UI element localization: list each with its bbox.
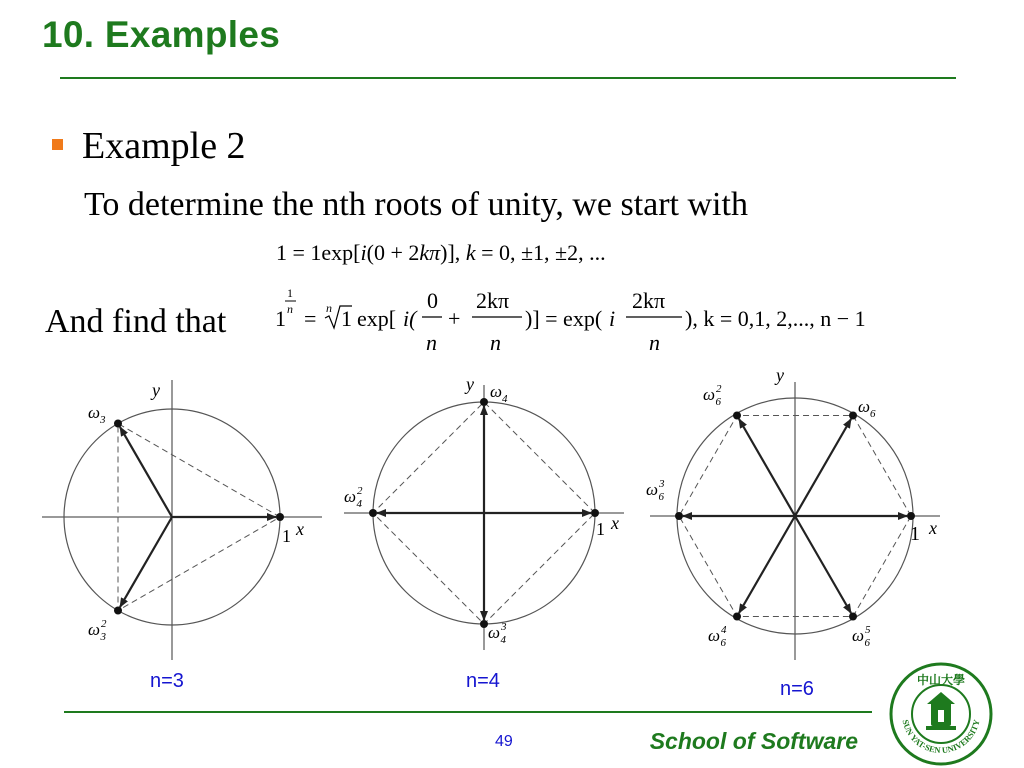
svg-text:SUN YAT-SEN UNIVERSITY: SUN YAT-SEN UNIVERSITY <box>900 718 982 756</box>
svg-text:2kπ: 2kπ <box>632 288 666 313</box>
root-label: $\omega^2$ 6 <box>703 383 722 408</box>
svg-text:1: 1 <box>282 526 291 546</box>
intro-text: To determine the nth roots of unity, we start with <box>84 186 748 223</box>
root-label: $\omega^2$ 4 <box>344 485 363 510</box>
svg-text:2kπ: 2kπ <box>476 288 510 313</box>
svg-text:1: 1 <box>596 519 605 539</box>
bullet-marker <box>52 139 63 150</box>
svg-text:x: x <box>611 513 619 533</box>
root-point <box>733 412 741 420</box>
root-vector <box>120 427 172 517</box>
root-vector <box>120 517 172 607</box>
root-label: $\omega^4$ 6 <box>708 624 727 649</box>
root-point <box>480 398 488 406</box>
equation-unity: 1 = 1exp[i(0 + 2kπ)], k = 0, ±1, ±2, ... <box>276 240 606 265</box>
caption-n6: n=6 <box>780 678 814 700</box>
root-point <box>114 607 122 615</box>
equation-nth-roots <box>272 282 902 358</box>
root-vector <box>795 516 851 613</box>
svg-text:=: = <box>304 306 317 331</box>
root-label: $\omega^3$ 6 <box>646 478 665 503</box>
root-point <box>733 613 741 621</box>
svg-text:1: 1 <box>341 306 352 331</box>
svg-text:0: 0 <box>427 288 438 313</box>
root-point <box>276 513 284 521</box>
root-label: $\omega_4$ <box>490 382 508 405</box>
caption-n4: n=4 <box>466 670 500 692</box>
roots-diagram-n4 <box>330 370 640 670</box>
root-label: $\omega^2$ 3 <box>88 618 107 643</box>
svg-text:n: n <box>490 330 501 355</box>
root-point <box>591 509 599 517</box>
svg-text:1: 1 <box>275 306 286 331</box>
title-divider <box>60 77 956 79</box>
svg-text:)] = exp(: )] = exp( <box>525 306 603 331</box>
svg-text:x: x <box>296 519 304 539</box>
svg-text:i(: i( <box>403 306 417 331</box>
root-point <box>849 613 857 621</box>
svg-text:n: n <box>649 330 660 355</box>
svg-text:中山大學: 中山大學 <box>916 673 966 687</box>
footer-divider <box>64 711 872 713</box>
svg-text:y: y <box>776 365 784 385</box>
root-point <box>907 512 915 520</box>
svg-text:i: i <box>609 306 616 331</box>
university-logo <box>886 662 996 766</box>
svg-text:y: y <box>152 380 160 400</box>
slide-title: 10. Examples <box>42 14 281 55</box>
roots-diagram-n3 <box>30 370 330 670</box>
root-point <box>480 620 488 628</box>
root-vector <box>739 516 795 613</box>
root-vector <box>739 419 795 516</box>
svg-text:y: y <box>466 374 474 394</box>
svg-text:n: n <box>326 301 332 315</box>
svg-text:exp[: exp[ <box>357 306 397 331</box>
footer-school-name: School of Software <box>649 728 858 754</box>
bullet-heading: Example 2 <box>82 125 246 167</box>
svg-text:1: 1 <box>287 286 293 300</box>
page-number: 49 <box>495 733 513 750</box>
roots-diagram-n6 <box>640 362 960 672</box>
svg-text:), k = 0,1, 2,..., n − 1: ), k = 0,1, 2,..., n − 1 <box>685 306 866 331</box>
root-label: $\omega_3$ <box>88 403 106 426</box>
root-point <box>675 512 683 520</box>
root-vector <box>795 419 851 516</box>
svg-text:n: n <box>287 302 293 316</box>
svg-text:1: 1 <box>910 523 920 545</box>
root-point <box>369 509 377 517</box>
root-point <box>849 412 857 420</box>
root-label: $\omega^5$ 6 <box>852 624 871 649</box>
root-label: $\omega^3$ 4 <box>488 621 507 646</box>
root-point <box>114 420 122 428</box>
find-label: And find that <box>45 303 227 340</box>
root-label: $\omega_6$ <box>858 397 876 420</box>
svg-text:+: + <box>448 306 461 331</box>
caption-n3: n=3 <box>150 670 184 692</box>
svg-text:x: x <box>929 518 937 538</box>
svg-text:n: n <box>426 330 437 355</box>
